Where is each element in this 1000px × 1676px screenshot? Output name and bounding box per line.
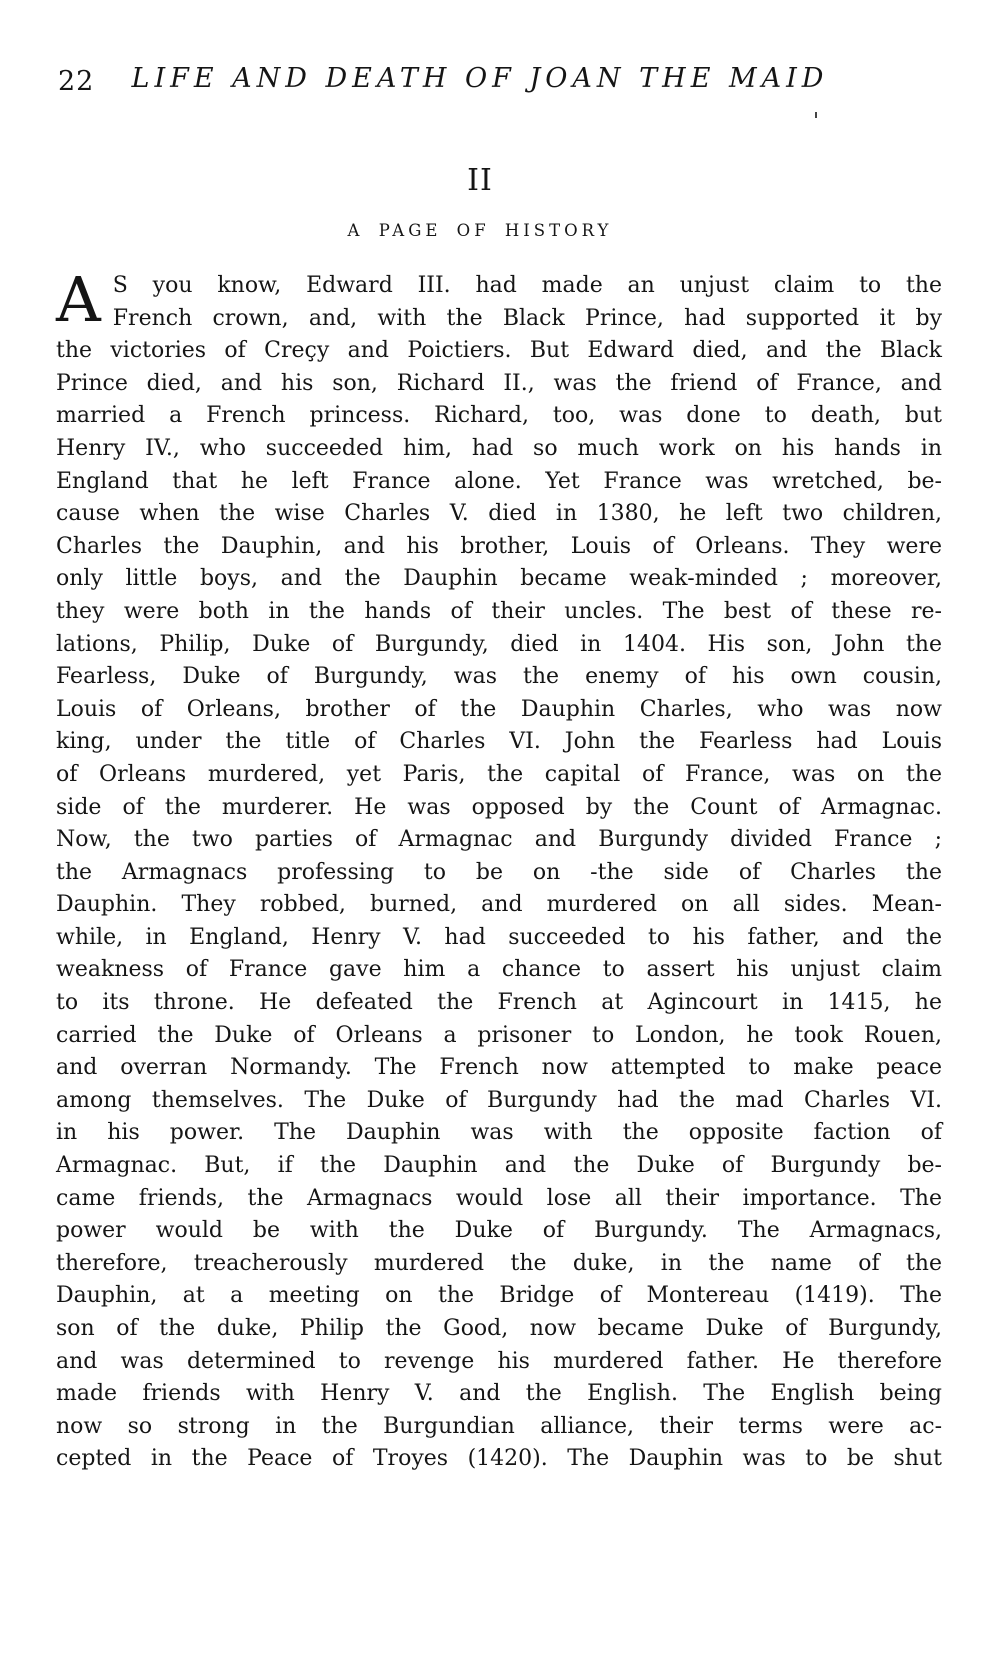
body-text <box>56 263 942 1476</box>
text-line: of Orleans murdered, yet Paris, the capital of France, was on the <box>56 761 942 787</box>
chapter-number: II <box>467 163 493 198</box>
text-line: Charles the Dauphin, and his brother, Louis of Orleans. They were <box>56 533 942 559</box>
text-line: power would be with the Duke of Burgundy. The Armagnacs, <box>56 1218 942 1244</box>
section-title: A PAGE OF HISTORY <box>347 221 613 240</box>
text-line: weakness of France gave him a chance to assert his unjust claim <box>56 957 942 983</box>
text-line: S you know, Edward III. had made an unjust claim to the <box>112 273 942 298</box>
text-line: Henry IV., who succeeded him, had so much work on his hands in <box>56 435 942 461</box>
text-line: to its throne. He defeated the French at Agincourt in 1415, he <box>56 990 942 1016</box>
text-line: king, under the title of Charles VI. John the Fearless had Louis <box>56 729 942 755</box>
text-line: only little boys, and the Dauphin became weak-minded ; moreover, <box>56 566 942 592</box>
text-line: therefore, treacherously murdered the duke, in the name of the <box>56 1250 942 1276</box>
text-line: among themselves. The Duke of Burgundy had the mad Charles VI. <box>56 1087 942 1113</box>
text-line: carried the Duke of Orleans a prisoner to London, he took Rouen, <box>56 1022 942 1048</box>
text-line: Now, the two parties of Armagnac and Burgundy divided France ; <box>56 827 942 853</box>
page-number: 22 <box>58 66 95 97</box>
text-line: now so strong in the Burgundian alliance, their terms were ac- <box>56 1413 942 1439</box>
text-line: came friends, the Armagnacs would lose all their importance. The <box>56 1185 942 1211</box>
text-line: while, in England, Henry V. had succeeded to his father, and the <box>56 924 942 950</box>
text-line: lations, Philip, Duke of Burgundy, died in 1404. His son, John the <box>56 631 942 657</box>
running-title: LIFE AND DEATH OF JOAN THE MAID <box>131 63 829 94</box>
text-line: Fearless, Duke of Burgundy, was the enemy of his own cousin, <box>56 664 942 690</box>
text-line: Dauphin, at a meeting on the Bridge of Montereau (1419). The <box>56 1283 942 1309</box>
paragraph <box>56 263 942 1476</box>
drop-cap: A <box>56 263 101 336</box>
text-line: French crown, and, with the Black Prince, had supported it by <box>112 305 942 331</box>
scan-speck <box>815 112 817 118</box>
text-line: Louis of Orleans, brother of the Dauphin Charles, who was now <box>56 696 942 722</box>
text-line: Armagnac. But, if the Dauphin and the Duke of Burgundy be- <box>56 1153 942 1179</box>
text-line: son of the duke, Philip the Good, now became Duke of Burgundy, <box>56 1316 942 1341</box>
text-line: cepted in the Peace of Troyes (1420). The Dauphin was to be shut <box>56 1446 942 1472</box>
text-line: and was determined to revenge his murdered father. He therefore <box>56 1348 942 1374</box>
text-line: married a French princess. Richard, too, was done to death, but <box>56 403 942 429</box>
text-line: the victories of Creçy and Poictiers. But Edward died, and the Black <box>56 338 942 364</box>
text-line: made friends with Henry V. and the English. The English being <box>56 1381 942 1407</box>
text-line: Dauphin. They robbed, burned, and murdered on all sides. Mean- <box>56 892 942 918</box>
text-line: they were both in the hands of their uncles. The best of these re- <box>56 598 942 624</box>
text-line: cause when the wise Charles V. died in 1380, he left two children, <box>56 501 942 527</box>
text-line: Prince died, and his son, Richard II., was the friend of France, and <box>56 370 942 396</box>
text-line: side of the murderer. He was opposed by the Count of Armagnac. <box>56 794 942 820</box>
text-line: the Armagnacs professing to be on -the side of Charles the <box>56 859 942 885</box>
text-line: England that he left France alone. Yet France was wretched, be- <box>56 468 942 494</box>
text-line: in his power. The Dauphin was with the opposite faction of <box>56 1120 942 1146</box>
text-line: and overran Normandy. The French now attempted to make peace <box>56 1055 942 1081</box>
